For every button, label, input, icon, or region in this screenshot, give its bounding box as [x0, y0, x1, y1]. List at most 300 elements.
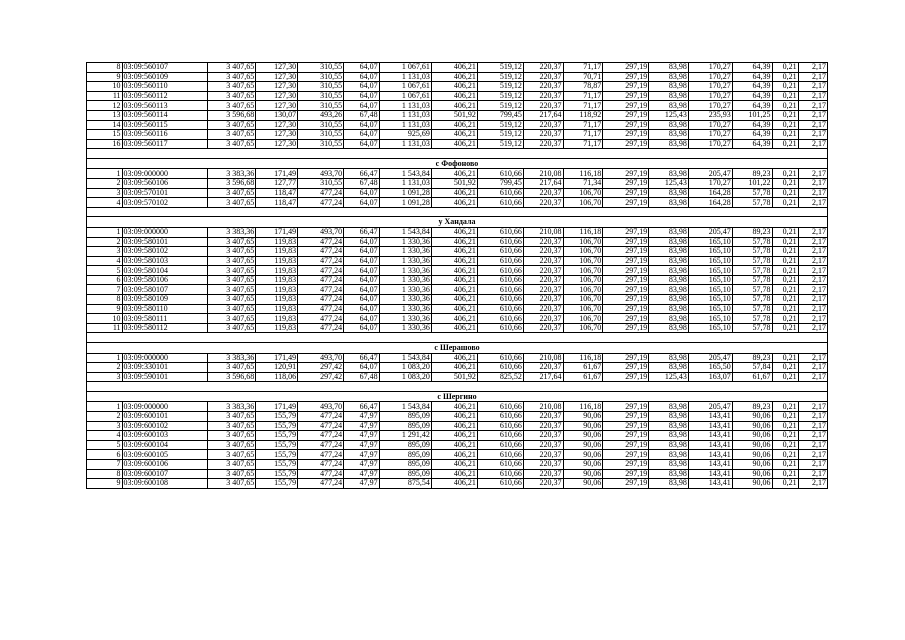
value-cell: 220,37 [523, 120, 563, 130]
row-number-cell: 1 [87, 227, 123, 237]
table-row [87, 237, 828, 247]
value-cell: 64,39 [732, 139, 772, 149]
value-cell: 89,23 [732, 402, 772, 412]
row-number-cell: 8 [87, 63, 123, 73]
table-row [87, 372, 828, 382]
value-cell: 220,37 [523, 479, 563, 489]
value-cell: 3 596,68 [208, 372, 256, 382]
value-cell: 3 383,36 [208, 169, 256, 179]
value-cell: 155,79 [256, 431, 298, 441]
value-cell: 118,92 [563, 110, 603, 120]
value-cell: 165,10 [688, 266, 732, 276]
value-cell: 3 407,65 [208, 188, 256, 198]
spacer-row [87, 149, 828, 159]
value-cell: 1 543,84 [379, 353, 431, 363]
value-cell: 406,21 [431, 256, 477, 266]
table-row [87, 459, 828, 469]
value-cell: 47,97 [344, 479, 380, 489]
value-cell: 90,06 [732, 459, 772, 469]
value-cell: 1 330,36 [379, 275, 431, 285]
value-cell: 3 407,65 [208, 120, 256, 130]
value-cell: 1 131,03 [379, 72, 431, 82]
value-cell: 0,21 [772, 256, 798, 266]
value-cell: 875,54 [379, 479, 431, 489]
value-cell: 217,64 [523, 372, 563, 382]
value-cell: 90,06 [732, 479, 772, 489]
value-cell: 163,07 [688, 372, 732, 382]
value-cell: 83,98 [649, 82, 689, 92]
section-row [87, 391, 828, 402]
value-cell: 57,78 [732, 275, 772, 285]
table-row [87, 247, 828, 257]
value-cell: 297,19 [603, 275, 649, 285]
value-cell: 310,55 [298, 101, 344, 111]
value-cell: 3 407,65 [208, 139, 256, 149]
value-cell: 64,07 [344, 101, 380, 111]
value-cell: 2,17 [798, 120, 827, 130]
value-cell: 2,17 [798, 188, 827, 198]
value-cell: 1 330,36 [379, 247, 431, 257]
value-cell: 406,21 [431, 285, 477, 295]
table-row [87, 431, 828, 441]
value-cell: 119,83 [256, 266, 298, 276]
value-cell: 64,07 [344, 295, 380, 305]
cadastral-code-cell: 03:09:560114 [122, 110, 208, 120]
table-row [87, 275, 828, 285]
value-cell: 1 543,84 [379, 227, 431, 237]
value-cell: 66,47 [344, 353, 380, 363]
value-cell: 1 091,28 [379, 188, 431, 198]
value-cell: 165,50 [688, 363, 732, 373]
value-cell: 118,47 [256, 188, 298, 198]
value-cell: 119,83 [256, 323, 298, 333]
cadastral-code-cell: 03:09:600101 [122, 412, 208, 422]
value-cell: 130,07 [256, 110, 298, 120]
value-cell: 220,37 [523, 101, 563, 111]
value-cell: 477,24 [298, 412, 344, 422]
value-cell: 83,98 [649, 412, 689, 422]
value-cell: 170,27 [688, 120, 732, 130]
value-cell: 406,21 [431, 198, 477, 208]
section-row [87, 343, 828, 354]
value-cell: 210,08 [523, 227, 563, 237]
row-number-cell: 3 [87, 188, 123, 198]
value-cell: 297,19 [603, 130, 649, 140]
cadastral-code-cell: 03:09:560116 [122, 130, 208, 140]
value-cell: 165,10 [688, 237, 732, 247]
cadastral-code-cell: 03:09:580104 [122, 266, 208, 276]
value-cell: 297,19 [603, 110, 649, 120]
row-number-cell: 7 [87, 285, 123, 295]
value-cell: 83,98 [649, 266, 689, 276]
value-cell: 106,70 [563, 275, 603, 285]
row-number-cell: 8 [87, 469, 123, 479]
value-cell: 0,21 [772, 314, 798, 324]
value-cell: 220,37 [523, 440, 563, 450]
section-row [87, 158, 828, 169]
value-cell: 2,17 [798, 179, 827, 189]
value-cell: 3 407,65 [208, 72, 256, 82]
value-cell: 118,06 [256, 372, 298, 382]
value-cell: 127,30 [256, 72, 298, 82]
value-cell: 220,37 [523, 295, 563, 305]
value-cell: 90,06 [563, 412, 603, 422]
value-cell: 406,21 [431, 440, 477, 450]
value-cell: 106,70 [563, 198, 603, 208]
value-cell: 3 407,65 [208, 275, 256, 285]
value-cell: 0,21 [772, 237, 798, 247]
value-cell: 1 543,84 [379, 169, 431, 179]
value-cell: 3 407,65 [208, 412, 256, 422]
section-row [87, 217, 828, 228]
value-cell: 406,21 [431, 169, 477, 179]
cadastral-code-cell: 03:09:600105 [122, 450, 208, 460]
value-cell: 155,79 [256, 459, 298, 469]
value-cell: 83,98 [649, 440, 689, 450]
value-cell: 119,83 [256, 247, 298, 257]
value-cell: 155,79 [256, 479, 298, 489]
value-cell: 406,21 [431, 363, 477, 373]
section-title: с Фофоново [87, 158, 828, 169]
value-cell: 171,49 [256, 402, 298, 412]
value-cell: 3 407,65 [208, 237, 256, 247]
cadastral-code-cell: 03:09:580112 [122, 323, 208, 333]
value-cell: 895,09 [379, 421, 431, 431]
value-cell: 171,49 [256, 169, 298, 179]
table-row [87, 256, 828, 266]
value-cell: 493,26 [298, 110, 344, 120]
value-cell: 205,47 [688, 402, 732, 412]
value-cell: 220,37 [523, 91, 563, 101]
value-cell: 116,18 [563, 402, 603, 412]
value-cell: 610,66 [477, 314, 523, 324]
value-cell: 297,19 [603, 101, 649, 111]
value-cell: 47,97 [344, 412, 380, 422]
value-cell: 477,24 [298, 285, 344, 295]
value-cell: 297,19 [603, 363, 649, 373]
value-cell: 47,97 [344, 421, 380, 431]
row-number-cell: 10 [87, 314, 123, 324]
value-cell: 2,17 [798, 323, 827, 333]
value-cell: 406,21 [431, 130, 477, 140]
value-cell: 925,69 [379, 130, 431, 140]
value-cell: 610,66 [477, 285, 523, 295]
value-cell: 406,21 [431, 450, 477, 460]
value-cell: 165,10 [688, 295, 732, 305]
value-cell: 610,66 [477, 431, 523, 441]
value-cell: 610,66 [477, 304, 523, 314]
value-cell: 83,98 [649, 421, 689, 431]
value-cell: 220,37 [523, 266, 563, 276]
value-cell: 61,67 [563, 372, 603, 382]
value-cell: 127,77 [256, 179, 298, 189]
value-cell: 477,24 [298, 421, 344, 431]
value-cell: 297,19 [603, 402, 649, 412]
value-cell: 2,17 [798, 314, 827, 324]
cadastral-code-cell: 03:09:560115 [122, 120, 208, 130]
value-cell: 610,66 [477, 247, 523, 257]
value-cell: 3 407,65 [208, 285, 256, 295]
value-cell: 297,42 [298, 363, 344, 373]
value-cell: 116,18 [563, 227, 603, 237]
value-cell: 610,66 [477, 227, 523, 237]
value-cell: 477,24 [298, 479, 344, 489]
value-cell: 127,30 [256, 101, 298, 111]
value-cell: 406,21 [431, 120, 477, 130]
value-cell: 170,27 [688, 101, 732, 111]
cadastral-code-cell: 03:09:600106 [122, 459, 208, 469]
table-row [87, 440, 828, 450]
value-cell: 0,21 [772, 363, 798, 373]
value-cell: 64,07 [344, 188, 380, 198]
value-cell: 106,70 [563, 256, 603, 266]
value-cell: 64,39 [732, 91, 772, 101]
value-cell: 165,10 [688, 256, 732, 266]
value-cell: 71,17 [563, 139, 603, 149]
value-cell: 3 407,65 [208, 450, 256, 460]
value-cell: 170,27 [688, 82, 732, 92]
value-cell: 106,70 [563, 247, 603, 257]
cadastral-code-cell: 03:09:600104 [122, 440, 208, 450]
value-cell: 297,19 [603, 198, 649, 208]
value-cell: 477,24 [298, 237, 344, 247]
row-number-cell: 8 [87, 295, 123, 305]
value-cell: 106,70 [563, 304, 603, 314]
value-cell: 57,78 [732, 304, 772, 314]
value-cell: 66,47 [344, 169, 380, 179]
value-cell: 70,71 [563, 72, 603, 82]
table-row [87, 130, 828, 140]
value-cell: 64,07 [344, 363, 380, 373]
table-body [87, 63, 828, 489]
row-number-cell: 6 [87, 275, 123, 285]
value-cell: 106,70 [563, 285, 603, 295]
value-cell: 493,70 [298, 353, 344, 363]
value-cell: 406,21 [431, 353, 477, 363]
value-cell: 0,21 [772, 110, 798, 120]
value-cell: 83,98 [649, 130, 689, 140]
value-cell: 67,48 [344, 179, 380, 189]
value-cell: 64,39 [732, 82, 772, 92]
value-cell: 83,98 [649, 198, 689, 208]
value-cell: 210,08 [523, 353, 563, 363]
value-cell: 106,70 [563, 237, 603, 247]
value-cell: 220,37 [523, 130, 563, 140]
cadastral-code-cell: 03:09:580111 [122, 314, 208, 324]
value-cell: 0,21 [772, 372, 798, 382]
section-title: у Хандала [87, 217, 828, 228]
value-cell: 610,66 [477, 459, 523, 469]
value-cell: 610,66 [477, 479, 523, 489]
value-cell: 0,21 [772, 130, 798, 140]
table-row [87, 169, 828, 179]
value-cell: 3 407,65 [208, 198, 256, 208]
value-cell: 3 407,65 [208, 247, 256, 257]
value-cell: 0,21 [772, 459, 798, 469]
value-cell: 143,41 [688, 431, 732, 441]
value-cell: 406,21 [431, 188, 477, 198]
value-cell: 406,21 [431, 247, 477, 257]
value-cell: 1 083,20 [379, 363, 431, 373]
value-cell: 0,21 [772, 275, 798, 285]
value-cell: 101,22 [732, 179, 772, 189]
value-cell: 220,37 [523, 412, 563, 422]
value-cell: 64,07 [344, 198, 380, 208]
table-row [87, 402, 828, 412]
value-cell: 406,21 [431, 91, 477, 101]
value-cell: 895,09 [379, 440, 431, 450]
value-cell: 83,98 [649, 402, 689, 412]
value-cell: 2,17 [798, 227, 827, 237]
cadastral-code-cell: 03:09:600108 [122, 479, 208, 489]
value-cell: 406,21 [431, 304, 477, 314]
table-row [87, 179, 828, 189]
value-cell: 610,66 [477, 169, 523, 179]
value-cell: 0,21 [772, 198, 798, 208]
row-number-cell: 5 [87, 266, 123, 276]
value-cell: 297,19 [603, 91, 649, 101]
table-row [87, 469, 828, 479]
value-cell: 83,98 [649, 247, 689, 257]
value-cell: 406,21 [431, 63, 477, 73]
value-cell: 90,06 [563, 469, 603, 479]
cadastral-code-cell: 03:09:590101 [122, 372, 208, 382]
value-cell: 501,92 [431, 179, 477, 189]
value-cell: 1 330,36 [379, 266, 431, 276]
value-cell: 0,21 [772, 101, 798, 111]
value-cell: 210,08 [523, 169, 563, 179]
value-cell: 0,21 [772, 323, 798, 333]
value-cell: 165,10 [688, 314, 732, 324]
value-cell: 1 091,28 [379, 198, 431, 208]
value-cell: 101,25 [732, 110, 772, 120]
value-cell: 170,27 [688, 72, 732, 82]
value-cell: 119,83 [256, 295, 298, 305]
value-cell: 1 067,61 [379, 82, 431, 92]
value-cell: 64,07 [344, 72, 380, 82]
value-cell: 220,37 [523, 247, 563, 257]
value-cell: 83,98 [649, 295, 689, 305]
value-cell: 2,17 [798, 402, 827, 412]
value-cell: 220,37 [523, 363, 563, 373]
value-cell: 0,21 [772, 72, 798, 82]
row-number-cell: 3 [87, 421, 123, 431]
value-cell: 217,64 [523, 110, 563, 120]
cadastral-code-cell: 03:09:580106 [122, 275, 208, 285]
value-cell: 155,79 [256, 421, 298, 431]
cadastral-code-cell: 03:09:580101 [122, 237, 208, 247]
value-cell: 90,06 [732, 412, 772, 422]
value-cell: 164,28 [688, 188, 732, 198]
value-cell: 119,83 [256, 256, 298, 266]
value-cell: 297,19 [603, 188, 649, 198]
value-cell: 406,21 [431, 431, 477, 441]
value-cell: 64,07 [344, 304, 380, 314]
value-cell: 143,41 [688, 450, 732, 460]
value-cell: 0,21 [772, 63, 798, 73]
row-number-cell: 16 [87, 139, 123, 149]
table-row [87, 304, 828, 314]
value-cell: 220,37 [523, 431, 563, 441]
value-cell: 0,21 [772, 450, 798, 460]
value-cell: 0,21 [772, 91, 798, 101]
value-cell: 477,24 [298, 247, 344, 257]
value-cell: 90,06 [732, 469, 772, 479]
value-cell: 106,70 [563, 188, 603, 198]
value-cell: 64,07 [344, 91, 380, 101]
value-cell: 297,19 [603, 440, 649, 450]
value-cell: 297,19 [603, 295, 649, 305]
table-row [87, 363, 828, 373]
value-cell: 519,12 [477, 91, 523, 101]
value-cell: 3 407,65 [208, 101, 256, 111]
table-row [87, 110, 828, 120]
value-cell: 57,78 [732, 314, 772, 324]
value-cell: 1 330,36 [379, 285, 431, 295]
value-cell: 57,78 [732, 188, 772, 198]
value-cell: 64,07 [344, 256, 380, 266]
value-cell: 83,98 [649, 479, 689, 489]
value-cell: 220,37 [523, 63, 563, 73]
value-cell: 310,55 [298, 130, 344, 140]
value-cell: 0,21 [772, 295, 798, 305]
value-cell: 0,21 [772, 227, 798, 237]
value-cell: 2,17 [798, 72, 827, 82]
table-row [87, 227, 828, 237]
cadastral-code-cell: 03:09:560113 [122, 101, 208, 111]
value-cell: 2,17 [798, 412, 827, 422]
value-cell: 2,17 [798, 431, 827, 441]
value-cell: 143,41 [688, 479, 732, 489]
value-cell: 71,17 [563, 63, 603, 73]
cadastral-code-cell: 03:09:570101 [122, 188, 208, 198]
row-number-cell: 4 [87, 256, 123, 266]
value-cell: 406,21 [431, 227, 477, 237]
value-cell: 0,21 [772, 285, 798, 295]
value-cell: 2,17 [798, 363, 827, 373]
spacer-cell [87, 382, 828, 392]
value-cell: 2,17 [798, 198, 827, 208]
value-cell: 1 330,36 [379, 314, 431, 324]
value-cell: 406,21 [431, 139, 477, 149]
value-cell: 170,27 [688, 130, 732, 140]
value-cell: 89,23 [732, 227, 772, 237]
value-cell: 2,17 [798, 479, 827, 489]
value-cell: 83,98 [649, 323, 689, 333]
value-cell: 90,06 [732, 440, 772, 450]
value-cell: 297,19 [603, 72, 649, 82]
value-cell: 3 407,65 [208, 130, 256, 140]
cadastral-code-cell: 03:09:560106 [122, 179, 208, 189]
value-cell: 90,06 [732, 431, 772, 441]
row-number-cell: 7 [87, 459, 123, 469]
value-cell: 2,17 [798, 266, 827, 276]
value-cell: 610,66 [477, 198, 523, 208]
table-row [87, 295, 828, 305]
row-number-cell: 2 [87, 363, 123, 373]
value-cell: 1 067,61 [379, 63, 431, 73]
value-cell: 89,23 [732, 169, 772, 179]
value-cell: 297,19 [603, 63, 649, 73]
value-cell: 220,37 [523, 275, 563, 285]
value-cell: 2,17 [798, 82, 827, 92]
value-cell: 2,17 [798, 91, 827, 101]
value-cell: 64,39 [732, 72, 772, 82]
value-cell: 3 407,65 [208, 256, 256, 266]
value-cell: 610,66 [477, 412, 523, 422]
value-cell: 297,19 [603, 459, 649, 469]
value-cell: 2,17 [798, 421, 827, 431]
